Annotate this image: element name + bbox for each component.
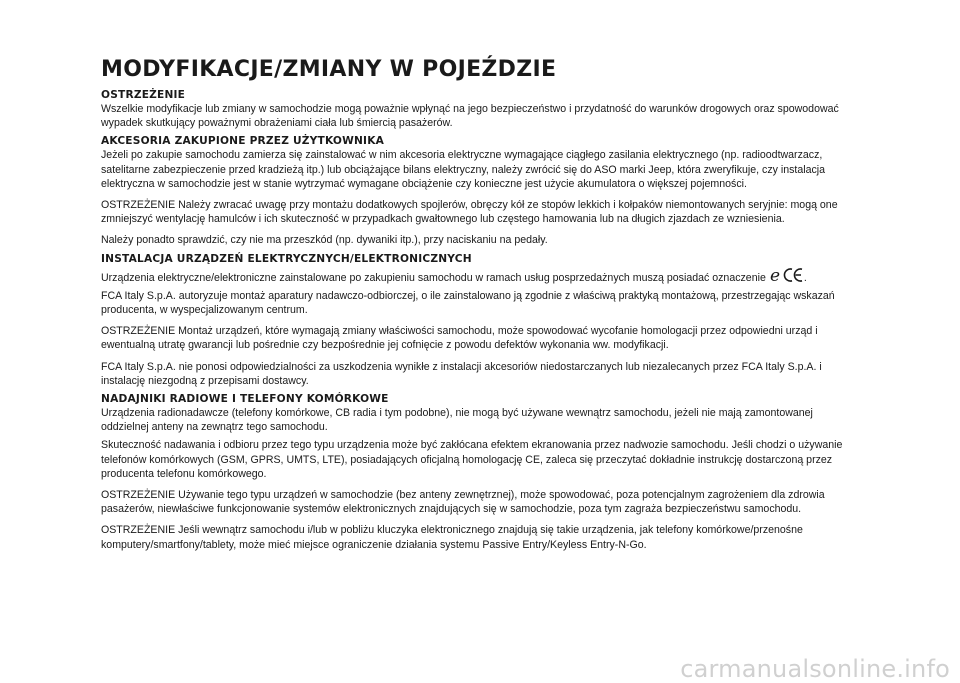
- paragraph: OSTRZEŻENIE Używanie tego typu urządzeń w samochodzie (bez anteny zewnętrznej), może spowodować, poza potencjalnym zagrożeniem dla zdrowia pasażerów, niewłaściwe funkcjonowanie systemów elektronicznych znajdujących się w samochodzie, poza tym zagraża bezpieczeństwu samochodu.: [101, 489, 825, 516]
- paragraph: Należy ponadto sprawdzić, czy nie ma przeszkód (np. dywaniki itp.), przy naciskaniu na pedały.: [101, 234, 548, 247]
- ce-paragraph: [101, 266, 861, 285]
- paragraph: OSTRZEŻENIE Należy zwracać uwagę przy montażu dodatkowych spojlerów, obręczy kół ze stopów lekkich i kołpaków niemontowanych seryjnie: mogą one zmniejszyć wentylację hamulców i ich skuteczność w przypadkach gwałtownego lub częstego hamowania lub na długich zjazdach ze wzniesienia.: [101, 199, 838, 226]
- paragraph: Skuteczność nadawania i odbioru przez tego typu urządzenia może być zakłócana efektem ekranowania przez nadwozie samochodu. Jeśli chodzi o używanie telefonów komórkowych (GSM, GPRS, UMTS, LTE), posiadających oficjalną homologację CE, zaleca się przeczytać dokładnie instrukcję dostarczoną przez producenta telefonu komórkowego.: [101, 439, 843, 480]
- paragraph: OSTRZEŻENIE Jeśli wewnątrz samochodu i/lub w pobliżu kluczyka elektronicznego znajdują się takie urządzenia, jak telefony komórkowe/przenośne komputery/smartfony/tablety, może mieć miejsce ograniczenie działania systemu Passive Entry/Keyless Entry-N-Go.: [101, 524, 803, 551]
- section-heading-radio-transmitters: NADAJNIKI RADIOWE I TELEFONY KOMÓRKOWE: [101, 393, 389, 406]
- ce-paragraph-text: Urządzenia elektryczne/elektroniczne zainstalowane po zakupieniu samochodu w ramach usług posprzedażnych muszą posiadać oznaczenie: [101, 271, 766, 284]
- paragraph: OSTRZEŻENIE Montaż urządzeń, które wymagają zmiany właściwości samochodu, może spowodować wycofanie homologacji przez odpowiedni urząd i ewentualną utratę gwarancji lub pośrednie czy bezpośrednie jej cofnięcie z powodu defektów wykonania ww. modyfikacji.: [101, 325, 818, 352]
- paragraph: Wszelkie modyfikacje lub zmiany w samochodzie mogą poważnie wpłynąć na jego bezpieczeństwo i przydatność do warunków drogowych oraz spowodować wypadek skutkujący poważnymi obrażeniami ciała lub śmiercią pasażerów.: [101, 103, 839, 130]
- page-title: MODYFIKACJE/ZMIANY W POJEŹDZIE: [101, 57, 557, 82]
- paragraph: Urządzenia radionadawcze (telefony komórkowe, CB radia i tym podobne), nie mogą być używane wewnątrz samochodu, jeżeli nie mają zamontowanej oddzielnej anteny na zewnątrz tego samochodu.: [101, 407, 813, 434]
- paragraph: Jeżeli po zakupie samochodu zamierza się zainstalować w nim akcesoria elektryczne wymagające ciągłego zasilania elektrycznego (np. radioodtwarzacz, satelitarne zabezpieczenie przed kradzieżą itp.) lub obciążające bilans elektryczny, należy zwrócić się do ASO marki Jeep, która zweryfikuje, czy instalacja elektryczna w samochodzie jest w stanie wytrzymać wymagane obciążenie czy konieczne jest użycie akumulatora o większej pojemności.: [101, 149, 826, 190]
- manual-page: [101, 57, 861, 556]
- section-heading-electrical-installation: INSTALACJA URZĄDZEŃ ELEKTRYCZNYCH/ELEKTRONICZNYCH: [101, 252, 472, 265]
- paragraph: FCA Italy S.p.A. nie ponosi odpowiedzialności za uszkodzenia wynikłe z instalacji akcesoriów niedostarczanych lub niezalecanych przez FCA Italy S.p.A. i instalację niezgodną z przepisami dostawcy.: [101, 360, 822, 387]
- section-heading-warning: OSTRZEŻENIE: [101, 89, 186, 101]
- e-ce-mark-icon: [770, 266, 804, 284]
- svg-text:e: e: [769, 265, 780, 284]
- ce-paragraph-suffix: .: [803, 271, 807, 284]
- section-heading-accessories: AKCESORIA ZAKUPIONE PRZEZ UŻYTKOWNIKA: [101, 135, 385, 148]
- watermark: carmanualsonline.info: [680, 655, 950, 683]
- paragraph: FCA Italy S.p.A. autoryzuje montaż aparatury nadawczo-odbiorczej, o ile zainstalowano ją zgodnie z właściwą praktyką montażową, przestrzegając wskazań producenta, w wyspecjalizowanym centrum.: [101, 289, 835, 317]
